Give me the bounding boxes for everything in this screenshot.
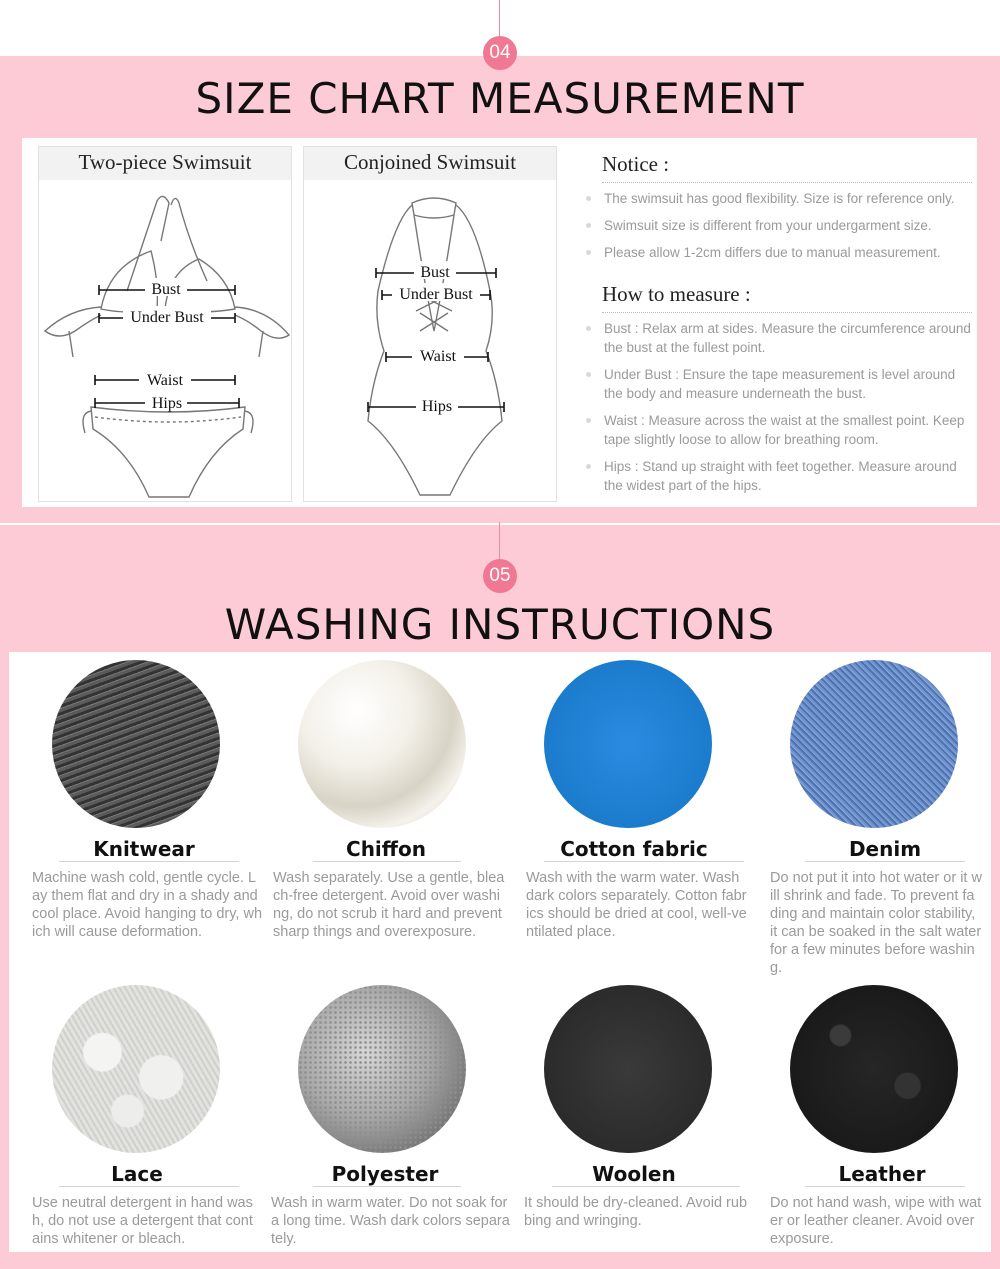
fabric-name: Knitwear [93, 837, 195, 861]
measurement-notes [602, 152, 972, 503]
two-piece-heading: Two-piece Swimsuit [39, 147, 291, 180]
washing-panel [9, 652, 991, 1252]
notice-list [602, 189, 972, 262]
how-to-measure-title: How to measure : [602, 282, 972, 313]
fabric-name: Chiffon [346, 837, 426, 861]
fabric-description: Wash separately. Use a gentle, bleach-free detergent. Avoid over washing, do not scrub it hard and prevent sharp things and overexposure. [273, 870, 505, 940]
two-piece-illustration [39, 181, 291, 501]
cotton-swatch-icon [544, 660, 712, 828]
conjoined-label-under-bust: Under Bust [399, 286, 473, 303]
fabric-description: It should be dry-cleaned. Avoid rubbing and wringing. [524, 1195, 748, 1229]
fabric-description: Machine wash cold, gentle cycle. Lay them flat and dry in a shady and cool place. Avoid hanging to dry, which will cause deformation. [32, 870, 263, 940]
connector-line-top [499, 0, 500, 36]
size-chart-title: SIZE CHART MEASUREMENT [195, 74, 805, 123]
fabric-name: Woolen [592, 1162, 676, 1186]
woolen-swatch-icon [544, 985, 712, 1153]
conjoined-label-hips: Hips [421, 398, 453, 415]
how-to-measure-list [602, 319, 972, 495]
fabric-name: Polyester [331, 1162, 439, 1186]
conjoined-diagram [303, 146, 557, 502]
conjoined-label-waist: Waist [419, 348, 457, 365]
chiffon-swatch-icon [298, 660, 466, 828]
fabric-description: Wash with the warm water. Wash dark colors separately. Cotton fabrics should be dried at cool, well-ventilated place. [526, 870, 747, 940]
conjoined-label-bust: Bust [420, 264, 450, 281]
two-piece-label-bust: Bust [151, 281, 181, 298]
section-badge-04: 04 [483, 36, 517, 70]
two-piece-label-waist: Waist [146, 372, 184, 389]
notice-item: The swimsuit has good flexibility. Size is for reference only. [602, 189, 972, 208]
denim-swatch-icon [790, 660, 958, 828]
connector-line-middle [499, 522, 500, 560]
how-to-item-waist: Waist : Measure across the waist at the smallest point. Keep tape slightly loose to allow for breathing room. [602, 411, 972, 449]
notice-item: Please allow 1-2cm differs due to manual measurement. [602, 243, 972, 262]
notice-title: Notice : [602, 152, 972, 183]
fabric-description: Do not put it into hot water or it will shrink and fade. To prevent fading and maintain color stability, it can be soaked in the salt water for a few minutes before washing. [770, 870, 982, 976]
washing-title: WASHING INSTRUCTIONS [224, 600, 776, 649]
fabric-description: Do not hand wash, wipe with water or leather cleaner. Avoid over exposure. [770, 1195, 982, 1247]
section-badge-05: 05 [483, 559, 517, 593]
size-chart-panel [22, 138, 977, 507]
how-to-item-under-bust: Under Bust : Ensure the tape measurement is level around the body and measure underneath the bust. [602, 365, 972, 403]
how-to-item-hips: Hips : Stand up straight with feet together. Measure around the widest part of the hips. [602, 457, 972, 495]
fabric-description: Wash in warm water. Do not soak for a long time. Wash dark colors separately. [271, 1195, 510, 1247]
two-piece-diagram [38, 146, 292, 502]
fabric-name: Lace [111, 1162, 163, 1186]
fabric-name: Leather [838, 1162, 926, 1186]
lace-swatch-icon [52, 985, 220, 1153]
notice-item: Swimsuit size is different from your undergarment size. [602, 216, 972, 235]
fabric-description: Use neutral detergent in hand wash, do not use a detergent that contains whitener or bleach. [32, 1195, 253, 1247]
fabric-name: Cotton fabric [560, 837, 708, 861]
polyester-swatch-icon [298, 985, 466, 1153]
how-to-item-bust: Bust : Relax arm at sides. Measure the circumference around the bust at the fullest point. [604, 321, 971, 355]
two-piece-label-under-bust: Under Bust [130, 309, 204, 326]
leather-swatch-icon [790, 985, 958, 1153]
two-piece-label-hips: Hips [151, 395, 183, 412]
conjoined-illustration [304, 181, 556, 501]
fabric-name: Denim [848, 837, 922, 861]
knitwear-swatch-icon [52, 660, 220, 828]
conjoined-heading: Conjoined Swimsuit [304, 147, 556, 180]
